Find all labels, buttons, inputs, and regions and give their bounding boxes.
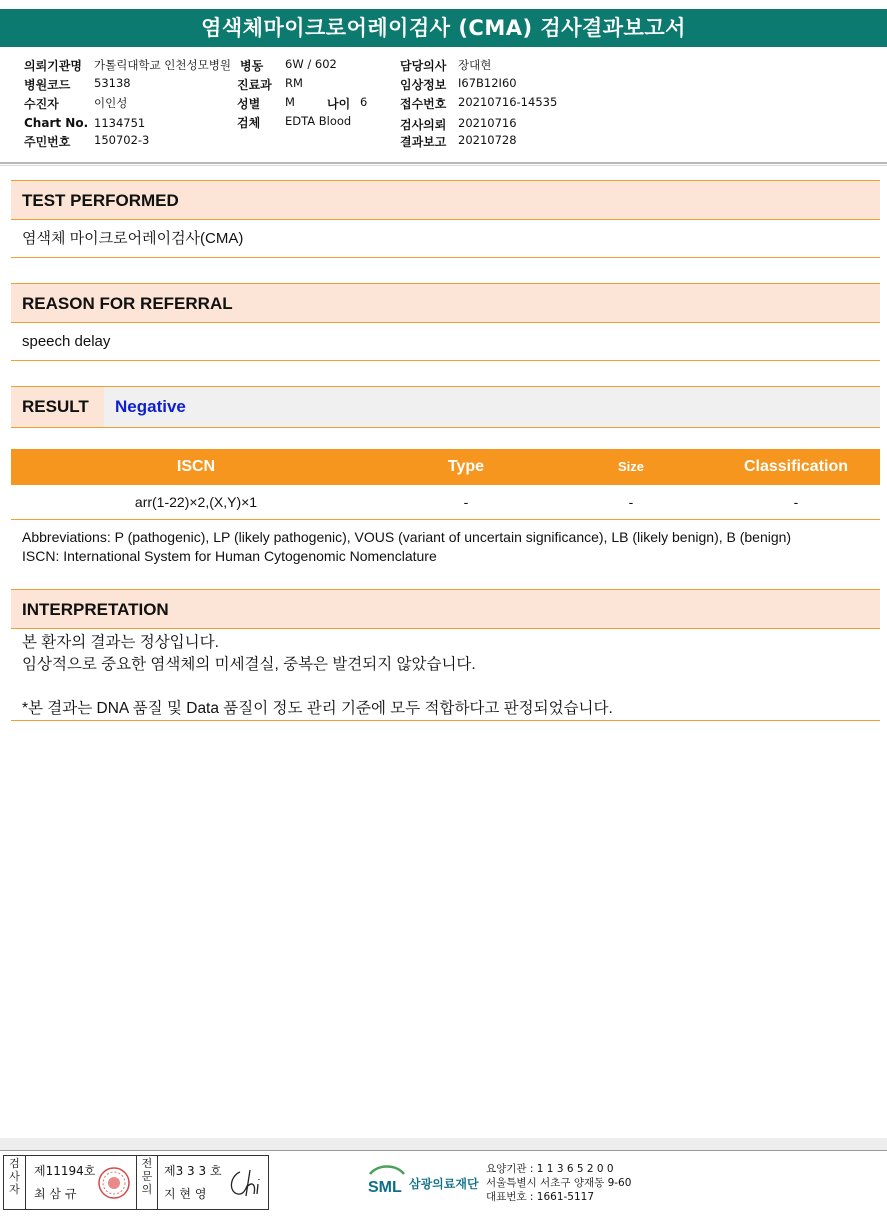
iscn-definition-line: ISCN: International System for Human Cytogenomic Nomenclature	[22, 548, 437, 564]
examiner-label-text: 검사자	[9, 1157, 20, 1196]
report-date-label: 결과보고	[400, 135, 447, 149]
institution-label: 의뢰기관명	[24, 59, 82, 73]
iscn-cell: arr(1-22)×2,(X,Y)×1	[134, 494, 258, 510]
org-name: 삼광의료재단	[409, 1177, 479, 1191]
resident-no-label: 주민번호	[24, 135, 71, 149]
examiner-label	[4, 1156, 26, 1209]
interpretation-divider	[11, 720, 880, 721]
chart-no-value: 1134751	[94, 116, 146, 130]
recipient-value: 이인성	[94, 96, 128, 110]
interpretation-line-2: 임상적으로 중요한 염색체의 미세결실, 중복은 발견되지 않았습니다.	[22, 656, 476, 673]
recipient-label: 수진자	[24, 97, 59, 111]
chart-no-label: Chart No.	[24, 116, 89, 130]
interpretation-heading: INTERPRETATION	[11, 589, 880, 629]
accession-label: 접수번호	[400, 97, 447, 111]
footer-band	[0, 1138, 887, 1150]
request-date-value: 20210716	[458, 116, 517, 130]
patient-info-block	[0, 55, 887, 165]
specimen-label: 검체	[237, 116, 261, 130]
org-address: 서울특별시 서초구 양재동 9-60	[486, 1177, 632, 1189]
org-info	[486, 1162, 631, 1204]
info-divider-shadow	[0, 165, 887, 166]
sml-logo-text: SML	[368, 1179, 402, 1196]
clinical-info-value: I67B12I60	[458, 76, 517, 90]
org-phone: 대표번호 : 1661-5117	[486, 1191, 595, 1203]
examiner-license: 제11194호	[34, 1164, 96, 1178]
table-row	[11, 485, 880, 520]
clinical-info-label: 임상정보	[400, 78, 447, 92]
signature-box	[3, 1155, 269, 1210]
specialist-license: 제3 3 3 호	[164, 1164, 222, 1178]
specimen-value: EDTA Blood	[285, 114, 352, 128]
result-heading: RESULT	[11, 387, 104, 427]
type-cell: -	[463, 494, 469, 510]
abbreviations-note	[22, 528, 872, 566]
hospital-code-label: 병원코드	[24, 78, 71, 92]
test-performed-heading: TEST PERFORMED	[11, 180, 880, 220]
size-cell: -	[628, 494, 634, 510]
seal-stamp-icon	[97, 1166, 131, 1200]
hospital-code-value: 53138	[94, 76, 131, 90]
type-column-header: Type	[447, 458, 485, 475]
resident-no-value: 150702-3	[94, 133, 150, 147]
abbreviations-line: Abbreviations: P (pathogenic), LP (likely pathogenic), VOUS (variant of uncertain significance), LB (likely benign), B (benign)	[22, 529, 792, 545]
department-value: RM	[285, 76, 303, 90]
report-title: 염색체마이크로어레이검사 (CMA) 검사결과보고서	[0, 9, 887, 47]
sml-logo-icon	[366, 1162, 408, 1198]
size-column-header: Size	[617, 459, 644, 474]
department-label: 진료과	[237, 78, 272, 92]
report-date-value: 20210728	[458, 133, 517, 147]
specialist-label-text: 전문의	[141, 1157, 153, 1196]
result-row	[11, 386, 880, 428]
interpretation-spacer	[22, 676, 872, 698]
doctor-value: 장대현	[458, 58, 492, 72]
request-date-label: 검사의뢰	[400, 118, 447, 132]
interpretation-text	[22, 632, 872, 720]
handwritten-signature-icon	[226, 1166, 266, 1200]
interpretation-line-3: *본 결과는 DNA 품질 및 Data 품질이 정도 관리 기준에 모두 적합하다고 판정되었습니다.	[22, 700, 613, 717]
org-code: 요양기관 : 1 1 3 6 5 2 0 0	[486, 1163, 614, 1175]
specialist-name: 지 현 영	[164, 1187, 207, 1201]
specialist-label	[136, 1156, 158, 1209]
test-performed-text: 염색체 마이크로어레이검사(CMA)	[11, 220, 880, 258]
ward-value: 6W / 602	[285, 57, 337, 71]
sex-label: 성별	[237, 97, 261, 111]
institution-value: 가톨릭대학교 인천성모병원	[94, 58, 231, 72]
age-label: 나이	[327, 97, 351, 111]
info-divider	[0, 162, 887, 164]
classification-column-header: Classification	[743, 458, 849, 475]
referral-text: speech delay	[11, 323, 880, 361]
sex-value: M	[285, 95, 295, 109]
doctor-label: 담당의사	[400, 59, 447, 73]
result-value: Negative	[115, 397, 186, 416]
iscn-column-header: ISCN	[176, 458, 216, 475]
examiner-name: 최 삼 규	[34, 1187, 77, 1201]
footer-divider	[0, 1150, 887, 1151]
age-value: 6	[360, 95, 368, 109]
ward-label: 병동	[240, 59, 264, 73]
classification-cell: -	[793, 494, 799, 510]
accession-value: 20210716-14535	[458, 95, 558, 109]
result-table-header	[11, 449, 880, 485]
interpretation-line-1: 본 환자의 결과는 정상입니다.	[22, 634, 219, 651]
referral-heading: REASON FOR REFERRAL	[11, 283, 880, 323]
